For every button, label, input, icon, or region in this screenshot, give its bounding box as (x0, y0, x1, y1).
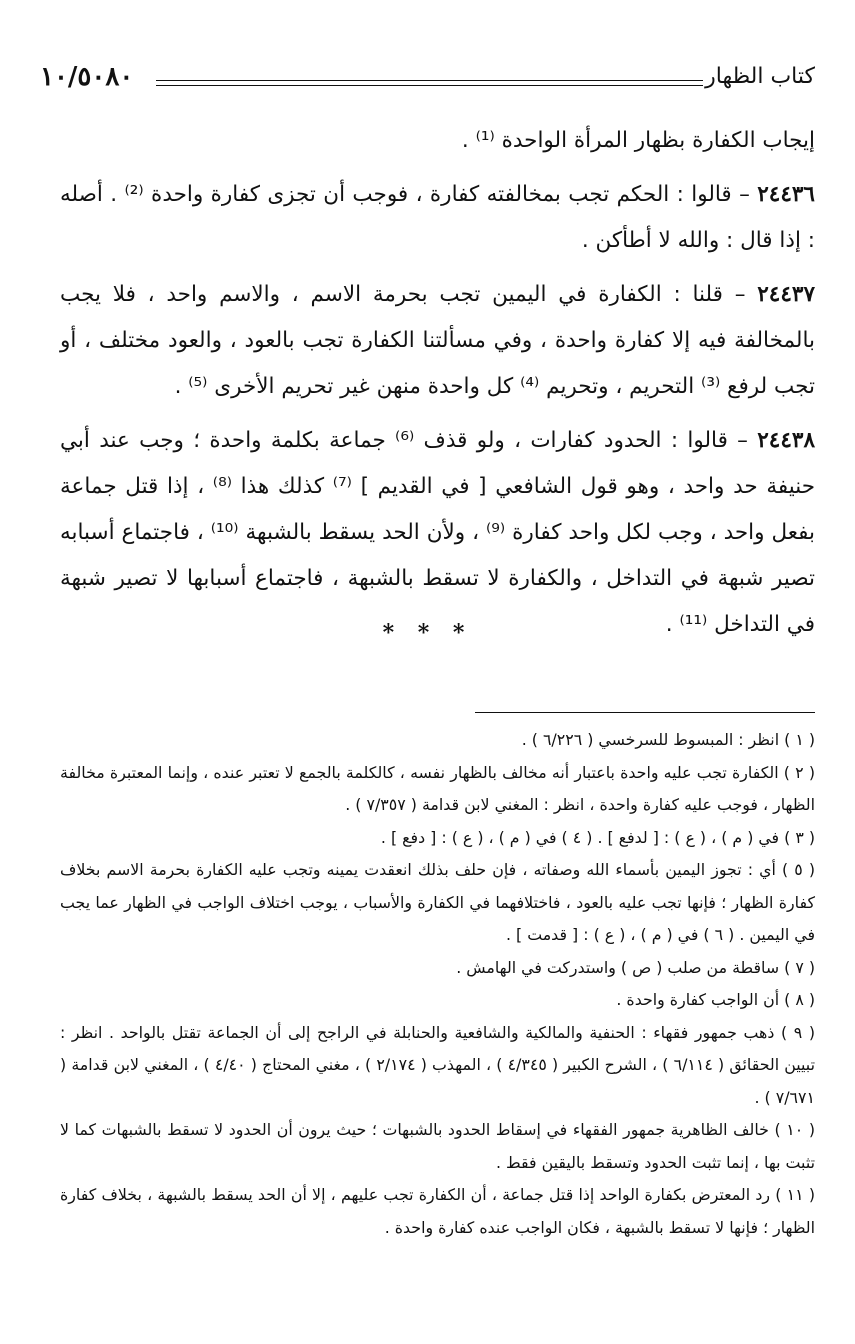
issue-number: ٢٤٤٣٧ (757, 282, 815, 307)
footnote-rule (475, 712, 815, 713)
footnote-2: ( ٢ ) الكفارة تجب عليه واحدة باعتبار أنه مخالف بالظهار نفسه ، كالكلمة بالجمع لا تعتبر عنده ، وإنما المعتبرة مخالفة الظهار ، فوجب عليه كفارة واحدة ، انظر : المغني لابن قدامة ( ٧/٣٥٧ ) . (60, 762, 815, 814)
footnote-8: ( ٨ ) أن الواجب كفارة واحدة . (616, 990, 815, 1009)
footnote-3-4: ( ٣ ) في ( م ) ، ( ع ) : [ لدفع ] . ( ٤ ) في ( م ) ، ( ع ) : [ دفع ] . (380, 827, 815, 847)
paragraph-continuation: إيجاب الكفارة بظهار المرأة الواحدة ⁽¹⁾ . (461, 128, 815, 153)
issue-number: ٢٤٤٣٦ (757, 182, 815, 207)
page-header (40, 58, 815, 98)
paragraph-text: – قلنا : الكفارة في اليمين تجب بحرمة الاسم ، والاسم واحد ، فلا يجب بالمخالفة فيه إلا كفارة واحدة ، وفي مسألتنا الكفارة تجب بالعود ، والعود مختلف ، أو تجب لرفع ⁽³⁾ التحريم ، وتحريم ⁽⁴⁾ كل واحدة منهن غير تحريم الأخرى ⁽⁵⁾ . (60, 282, 815, 399)
footnote-10: ( ١٠ ) خالف الظاهرية جمهور الفقهاء في إسقاط الحدود بالشبهات ؛ حيث يرون أن الحدود لا تسقط بالشبهات كما لا تثبت بها ، إنما تثبت الحدود وتسقط باليقين فقط . (60, 1120, 816, 1172)
paragraph-24438 (60, 418, 815, 648)
issue-number: ٢٤٤٣٨ (757, 428, 815, 453)
paragraph-text: – قالوا : الحدود كفارات ، ولو قذف ⁽⁶⁾ جماعة بكلمة واحدة ؛ وجب عند أبي حنيفة حد واحد ، وهو قول الشافعي [ في القديم ] ⁽⁷⁾ كذلك هذا ⁽⁸⁾ ، إذا قتل جماعة بفعل واحد ، وجب لكل واحد كفارة ⁽⁹⁾ ، ولأن الحد يسقط بالشبهة ⁽¹⁰⁾ ، فاجتماع أسبابه تصير شبهة في التداخل ، والكفارة لا تسقط بالشبهة ، فاجتماع أسبابها لا تصير شبهة في التداخل ⁽¹¹⁾ . (60, 428, 816, 637)
header-rule (156, 80, 703, 81)
footnote-9: ( ٩ ) ذهب جمهور فقهاء : الحنفية والمالكية والشافعية والحنابلة في الراجح إلى أن الجماعة تقتل بالواحد . انظر : تبيين الحقائق ( ٦/١١٤ ) ، الشرح الكبير ( ٤/٣٤٥ ) ، المهذب ( ٢/١٧٤ ) ، مغني المحتاج ( ٤/٤٠ ) ، المغني لابن قدامة ( ٧/٦٧١ ) . (60, 1022, 815, 1107)
section-separator: * * * (382, 620, 473, 646)
footnote-1: ( ١ ) انظر : المبسوط للسرخسي ( ٦/٢٢٦ ) . (521, 730, 815, 749)
paragraph-text: – قالوا : الحكم تجب بمخالفته كفارة ، فوجب أن تجزى كفارة واحدة ⁽²⁾ . أصله : إذا قال : والله لا أطأكن . (60, 182, 815, 253)
paragraph-24436 (60, 172, 815, 264)
main-text (60, 118, 815, 656)
paragraph-24437 (60, 272, 815, 410)
book-title: كتاب الظهار (705, 64, 815, 89)
header-rule-double (156, 85, 703, 86)
page-number: ١٠/٥٠٨٠ (40, 62, 134, 92)
footnote-5-6: ( ٥ ) أي : تجوز اليمين بأسماء الله وصفاته ، فإن حلف بذلك انعقدت يمينه وتجب عليه الكفارة بحرمة الاسم بخلاف كفارة الظهار ؛ فإنها تجب عليه بالعود ، فاختلافهما في الكفارة والأسباب ، يوجب اختلاف الواجب في الظهار عما يجب في اليمين . ( ٦ ) في ( م ) ، ( ع ) : [ قدمت ] . (60, 860, 816, 944)
footnotes (60, 724, 815, 1244)
footnote-11: ( ١١ ) رد المعترض بكفارة الواحد إذا قتل جماعة ، أن الكفارة تجب عليهم ، إلا أن الحد يسقط بالشبهة ، بخلاف كفارة الظهار ؛ فإنها لا تسقط بالشبهة ، فكان الواجب عنده كفارة واحدة . (60, 1185, 815, 1237)
footnote-7: ( ٧ ) ساقطة من صلب ( ص ) واستدركت في الهامش . (456, 957, 815, 977)
